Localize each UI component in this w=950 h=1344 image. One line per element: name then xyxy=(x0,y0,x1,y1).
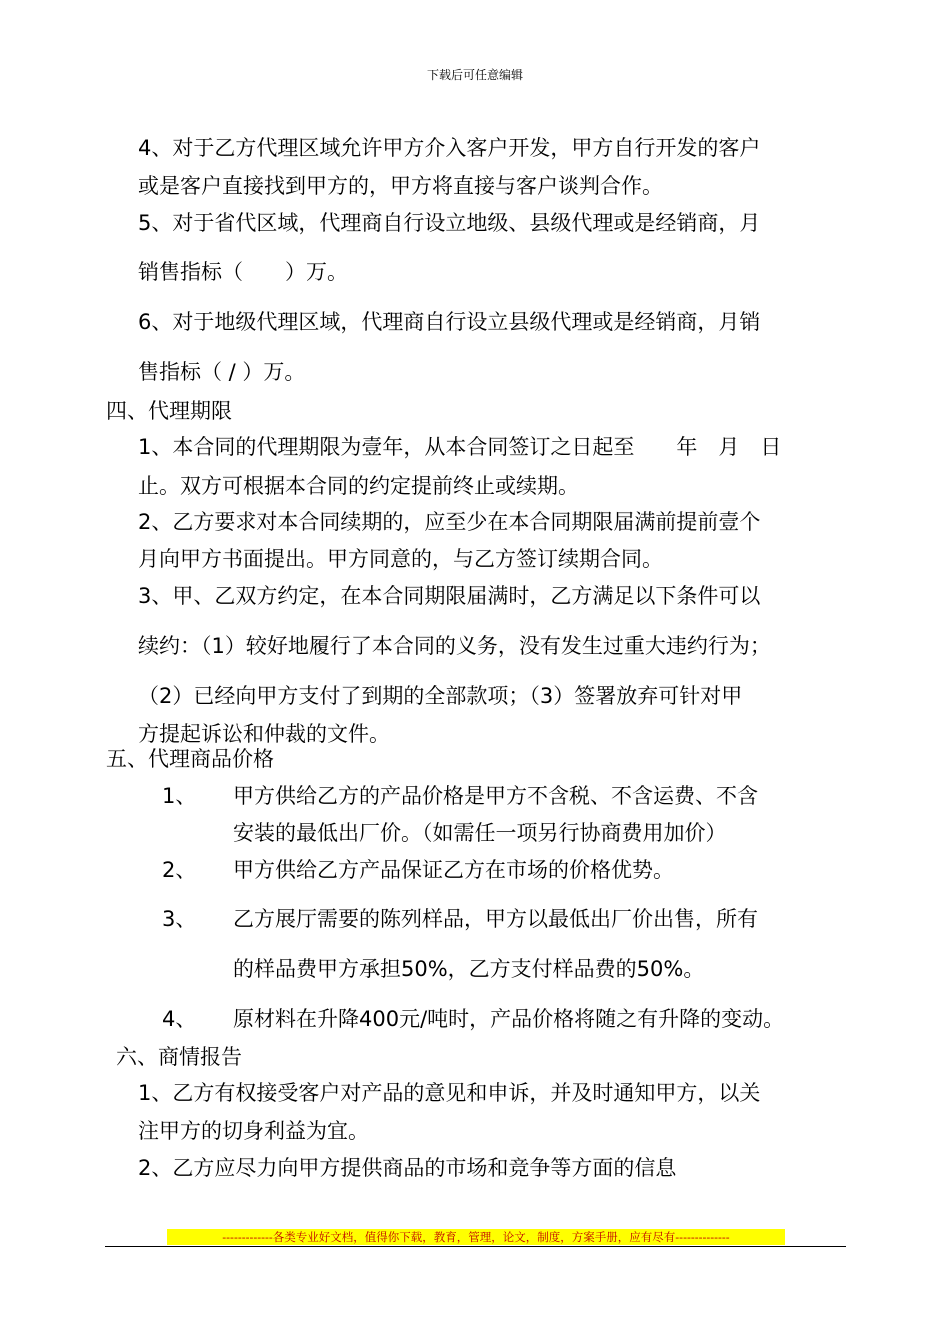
s3-item5-line1: 5、对于省代区域，代理商自行设立地级、县级代理或是经销商，月 xyxy=(138,211,761,235)
s5-item1-line2: 安装的最低出厂价。（如需任一项另行协商费用加价） xyxy=(233,821,727,845)
s4-item3-line1: 3、甲、乙双方约定，在本合同期限届满时，乙方满足以下条件可以 xyxy=(138,584,761,608)
s4-heading: 四、代理期限 xyxy=(106,399,232,423)
s6-item2-line1: 2、乙方应尽力向甲方提供商品的市场和竞争等方面的信息 xyxy=(138,1156,677,1180)
s5-heading: 五、代理商品价格 xyxy=(106,747,274,771)
s4-item1-line1: 1、本合同的代理期限为壹年，从本合同签订之日起至 年 月 日 xyxy=(138,435,782,459)
s3-item6-line2: 售指标（ / ）万。 xyxy=(138,360,306,384)
s6-item1-line1: 1、乙方有权接受客户对产品的意见和申诉，并及时通知甲方，以关 xyxy=(138,1081,761,1105)
s4-item2-line1: 2、乙方要求对本合同续期的，应至少在本合同期限届满前提前壹个 xyxy=(138,510,761,534)
s5-item-number: 3、 xyxy=(162,907,197,931)
s5-item3-line1: 乙方展厅需要的陈列样品，甲方以最低出厂价出售，所有 xyxy=(233,907,758,931)
footer-banner: -------------各类专业好文档，值得你下载，教育，管理，论文，制度，方案手册，应有尽有-------------- xyxy=(167,1229,785,1245)
footer-divider xyxy=(105,1246,846,1247)
s4-item2-line2: 月向甲方书面提出。甲方同意的，与乙方签订续期合同。 xyxy=(138,547,663,571)
s5-item4-line1: 原材料在升降400元/吨时，产品价格将随之有升降的变动。 xyxy=(233,1007,785,1031)
s3-item6-line1: 6、对于地级代理区域，代理商自行设立县级代理或是经销商，月销 xyxy=(138,310,761,334)
s4-item3-line3: （2）已经向甲方支付了到期的全部款项；（3）签署放弃可针对甲 xyxy=(138,684,743,708)
header-note: 下载后可任意编辑 xyxy=(426,68,523,82)
s6-heading: 六、商情报告 xyxy=(116,1045,242,1069)
s3-item4-line2: 或是客户直接找到甲方的，甲方将直接与客户谈判合作。 xyxy=(138,174,663,198)
s3-item5-line2: 销售指标（ ）万。 xyxy=(138,260,348,284)
s5-item2-line1: 甲方供给乙方产品保证乙方在市场的价格优势。 xyxy=(233,858,674,882)
s3-item4-line1: 4、对于乙方代理区域允许甲方介入客户开发，甲方自行开发的客户 xyxy=(138,136,761,160)
s5-item1-line1: 甲方供给乙方的产品价格是甲方不含税、不含运费、不含 xyxy=(233,784,758,808)
s4-item1-line2: 止。双方可根据本合同的约定提前终止或续期。 xyxy=(138,474,579,498)
s4-item3-line4: 方提起诉讼和仲裁的文件。 xyxy=(138,722,390,746)
s5-item-number: 4、 xyxy=(162,1007,197,1031)
s6-item1-line2: 注甲方的切身利益为宜。 xyxy=(138,1119,369,1143)
s5-item-number: 2、 xyxy=(162,858,197,882)
s5-item3-line2: 的样品费甲方承担50%，乙方支付样品费的50%。 xyxy=(233,957,705,981)
s4-item3-line2: 续约：（1）较好地履行了本合同的义务，没有发生过重大违约行为； xyxy=(138,634,771,658)
s5-item-number: 1、 xyxy=(162,784,197,808)
